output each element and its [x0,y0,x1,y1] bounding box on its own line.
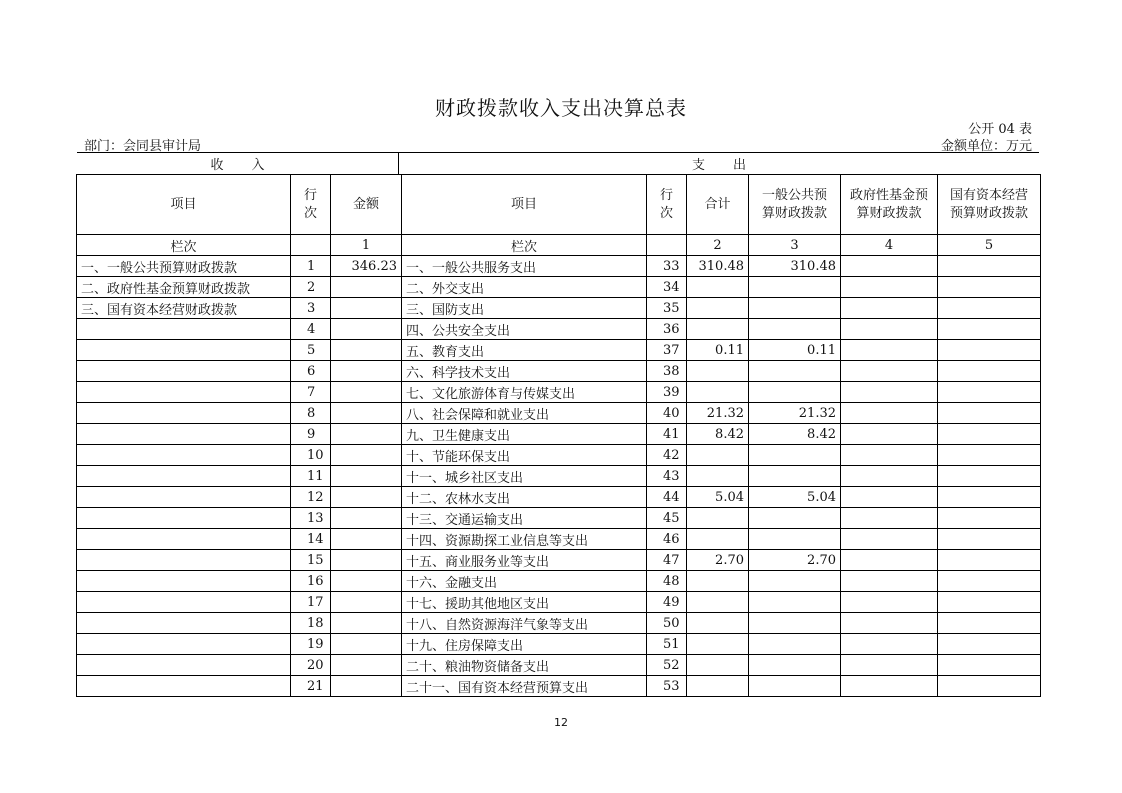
expense-item-cell: 九、卫生健康支出 [402,424,647,445]
gov-fund-cell [841,487,938,508]
gov-fund-cell [841,319,938,340]
income-amount-cell [331,403,402,424]
general-budget-cell [749,361,841,382]
total-cell [687,298,749,319]
expense-item-cell: 二十一、国有资本经营预算支出 [402,676,647,697]
total-cell [687,277,749,298]
income-item-cell [77,508,291,529]
header-state-capital: 国有资本经营预算财政拨款 [938,175,1041,235]
income-amount-cell [331,382,402,403]
income-amount-cell [331,487,402,508]
expense-row-no-cell: 36 [647,319,687,340]
income-row-no-cell: 21 [291,676,331,697]
income-row-no-cell: 17 [291,592,331,613]
income-item-cell [77,319,291,340]
total-cell [687,466,749,487]
gov-fund-cell [841,277,938,298]
income-row-no-cell: 8 [291,403,331,424]
table-row [77,445,1041,466]
index-general-budget: 3 [749,235,841,256]
expense-item-cell: 十八、自然资源海洋气象等支出 [402,613,647,634]
header-general-budget: 一般公共预算财政拨款 [749,175,841,235]
state-capital-cell [938,592,1041,613]
expense-row-no-cell: 51 [647,634,687,655]
expense-row-no-cell: 52 [647,655,687,676]
state-capital-cell [938,445,1041,466]
income-item-cell [77,466,291,487]
index-expense-row-no [647,235,687,256]
index-gov-fund: 4 [841,235,938,256]
state-capital-cell [938,340,1041,361]
expense-row-no-cell: 53 [647,676,687,697]
income-row-no-cell: 19 [291,634,331,655]
income-item-cell [77,571,291,592]
income-amount-cell [331,529,402,550]
income-row-no-cell: 14 [291,529,331,550]
table-row [77,508,1041,529]
section-expense-label: 支出 [691,158,774,173]
total-cell [687,655,749,676]
income-amount-cell [331,550,402,571]
general-budget-cell [749,634,841,655]
gov-fund-cell [841,529,938,550]
table-row [77,319,1041,340]
expense-row-no-cell: 43 [647,466,687,487]
income-item-cell [77,592,291,613]
form-number: 公开 04 表 [968,122,1032,137]
expense-item-cell: 十二、农林水支出 [402,487,647,508]
general-budget-cell [749,298,841,319]
state-capital-cell [938,277,1041,298]
state-capital-cell [938,319,1041,340]
income-row-no-cell: 6 [291,361,331,382]
general-budget-cell: 0.11 [749,340,841,361]
index-income-item: 栏次 [77,235,291,256]
gov-fund-cell [841,655,938,676]
income-item-cell [77,445,291,466]
gov-fund-cell [841,508,938,529]
income-item-cell [77,634,291,655]
expense-item-cell: 十六、金融支出 [402,571,647,592]
general-budget-cell [749,445,841,466]
table-row [77,613,1041,634]
table-row [77,529,1041,550]
page-number: 12 [554,716,568,729]
total-cell: 21.32 [687,403,749,424]
income-item-cell [77,529,291,550]
index-income-amount: 1 [331,235,402,256]
expense-row-no-cell: 35 [647,298,687,319]
expense-item-cell: 十七、援助其他地区支出 [402,592,647,613]
income-row-no-cell: 4 [291,319,331,340]
income-amount-cell [331,445,402,466]
expense-item-cell: 七、文化旅游体育与传媒支出 [402,382,647,403]
state-capital-cell [938,655,1041,676]
expense-row-no-cell: 47 [647,550,687,571]
expense-row-no-cell: 39 [647,382,687,403]
table-row [77,487,1041,508]
table-row [77,382,1041,403]
header-income-row-no: 行次 [291,175,331,235]
expense-row-no-cell: 37 [647,340,687,361]
table-row [77,256,1041,277]
income-item-cell: 一、一般公共预算财政拨款 [77,256,291,277]
table-row [77,277,1041,298]
header-gov-fund: 政府性基金预算财政拨款 [841,175,938,235]
income-amount-cell [331,571,402,592]
state-capital-cell [938,529,1041,550]
income-amount-cell [331,508,402,529]
total-cell: 5.04 [687,487,749,508]
general-budget-cell: 310.48 [749,256,841,277]
table-row [77,340,1041,361]
expense-item-cell: 八、社会保障和就业支出 [402,403,647,424]
income-amount-cell [331,277,402,298]
general-budget-cell [749,319,841,340]
gov-fund-cell [841,424,938,445]
income-row-no-cell: 12 [291,487,331,508]
table-row [77,361,1041,382]
general-budget-cell [749,655,841,676]
total-cell [687,634,749,655]
income-row-no-cell: 2 [291,277,331,298]
income-item-cell: 二、政府性基金预算财政拨款 [77,277,291,298]
total-cell [687,592,749,613]
expense-row-no-cell: 33 [647,256,687,277]
state-capital-cell [938,676,1041,697]
expense-row-no-cell: 50 [647,613,687,634]
gov-fund-cell [841,613,938,634]
income-item-cell [77,340,291,361]
income-item-cell [77,655,291,676]
income-row-no-cell: 16 [291,571,331,592]
expense-row-no-cell: 44 [647,487,687,508]
general-budget-cell [749,592,841,613]
amount-unit-label: 金额单位：万元 [940,139,1032,154]
gov-fund-cell [841,256,938,277]
general-budget-cell [749,613,841,634]
expense-item-cell: 十五、商业服务业等支出 [402,550,647,571]
table-row [77,424,1041,445]
state-capital-cell [938,613,1041,634]
header-expense-item: 项目 [402,175,647,235]
general-budget-cell: 5.04 [749,487,841,508]
total-cell [687,361,749,382]
table-header-row [77,175,1041,235]
income-item-cell [77,550,291,571]
expense-row-no-cell: 46 [647,529,687,550]
state-capital-cell [938,571,1041,592]
expense-row-no-cell: 49 [647,592,687,613]
state-capital-cell [938,382,1041,403]
state-capital-cell [938,508,1041,529]
income-row-no-cell: 10 [291,445,331,466]
section-income-label: 收入 [77,153,399,174]
header-income-item: 项目 [77,175,291,235]
general-budget-cell: 8.42 [749,424,841,445]
income-row-no-cell: 5 [291,340,331,361]
general-budget-cell [749,277,841,298]
gov-fund-cell [841,676,938,697]
state-capital-cell [938,466,1041,487]
state-capital-cell [938,256,1041,277]
income-item-cell [77,361,291,382]
total-cell: 310.48 [687,256,749,277]
income-row-no-cell: 13 [291,508,331,529]
gov-fund-cell [841,634,938,655]
expense-row-no-cell: 42 [647,445,687,466]
income-row-no-cell: 1 [291,256,331,277]
total-cell [687,508,749,529]
header-expense-row-no: 行次 [647,175,687,235]
gov-fund-cell [841,340,938,361]
index-total: 2 [687,235,749,256]
table-row [77,298,1041,319]
index-expense-item: 栏次 [402,235,647,256]
expense-row-no-cell: 38 [647,361,687,382]
income-row-no-cell: 18 [291,613,331,634]
gov-fund-cell [841,445,938,466]
expense-row-no-cell: 40 [647,403,687,424]
general-budget-cell [749,529,841,550]
expense-item-cell: 二十、粮油物资储备支出 [402,655,647,676]
section-header-row [77,152,1039,175]
header-income-amount: 金额 [331,175,402,235]
income-item-cell [77,403,291,424]
table-row [77,571,1041,592]
state-capital-cell [938,298,1041,319]
state-capital-cell [938,361,1041,382]
expense-item-cell: 十三、交通运输支出 [402,508,647,529]
gov-fund-cell [841,466,938,487]
state-capital-cell [938,487,1041,508]
income-amount-cell: 346.23 [331,256,402,277]
gov-fund-cell [841,592,938,613]
income-amount-cell [331,655,402,676]
expense-item-cell: 十、节能环保支出 [402,445,647,466]
income-row-no-cell: 3 [291,298,331,319]
income-amount-cell [331,340,402,361]
general-budget-cell [749,466,841,487]
state-capital-cell [938,634,1041,655]
column-index-row [77,235,1041,256]
total-cell [687,382,749,403]
gov-fund-cell [841,550,938,571]
general-budget-cell: 2.70 [749,550,841,571]
gov-fund-cell [841,382,938,403]
expense-item-cell: 十一、城乡社区支出 [402,466,647,487]
expense-item-cell: 六、科学技术支出 [402,361,647,382]
general-budget-cell [749,508,841,529]
income-row-no-cell: 15 [291,550,331,571]
general-budget-cell [749,571,841,592]
department-label: 部门：会同县审计局 [84,139,202,154]
general-budget-cell [749,382,841,403]
expense-row-no-cell: 45 [647,508,687,529]
expense-item-cell: 十四、资源勘探工业信息等支出 [402,529,647,550]
income-item-cell [77,613,291,634]
income-item-cell: 三、国有资本经营财政拨款 [77,298,291,319]
table-row [77,466,1041,487]
income-item-cell [77,487,291,508]
expense-item-cell: 三、国防支出 [402,298,647,319]
index-state-capital: 5 [938,235,1041,256]
table-row [77,655,1041,676]
expense-row-no-cell: 41 [647,424,687,445]
total-cell [687,571,749,592]
general-budget-cell: 21.32 [749,403,841,424]
header-total: 合计 [687,175,749,235]
income-row-no-cell: 7 [291,382,331,403]
total-cell: 0.11 [687,340,749,361]
income-amount-cell [331,676,402,697]
expense-item-cell: 四、公共安全支出 [402,319,647,340]
income-row-no-cell: 11 [291,466,331,487]
expense-row-no-cell: 48 [647,571,687,592]
state-capital-cell [938,550,1041,571]
total-cell [687,319,749,340]
total-cell [687,529,749,550]
income-amount-cell [331,466,402,487]
total-cell: 2.70 [687,550,749,571]
table-row [77,676,1041,697]
income-row-no-cell: 20 [291,655,331,676]
expense-item-cell: 十九、住房保障支出 [402,634,647,655]
total-cell [687,676,749,697]
general-budget-cell [749,676,841,697]
expense-item-cell: 二、外交支出 [402,277,647,298]
index-income-row-no [291,235,331,256]
income-amount-cell [331,592,402,613]
table-row [77,550,1041,571]
state-capital-cell [938,403,1041,424]
gov-fund-cell [841,403,938,424]
income-amount-cell [331,634,402,655]
gov-fund-cell [841,361,938,382]
state-capital-cell [938,424,1041,445]
table-body [77,175,1041,697]
table-row [77,403,1041,424]
income-amount-cell [331,298,402,319]
table-row [77,634,1041,655]
income-amount-cell [331,319,402,340]
income-row-no-cell: 9 [291,424,331,445]
table-row [77,592,1041,613]
income-item-cell [77,382,291,403]
expense-item-cell: 一、一般公共服务支出 [402,256,647,277]
budget-table [76,174,1041,697]
total-cell [687,613,749,634]
gov-fund-cell [841,571,938,592]
gov-fund-cell [841,298,938,319]
income-amount-cell [331,424,402,445]
total-cell [687,445,749,466]
income-amount-cell [331,613,402,634]
page-title: 财政拨款收入支出决算总表 [435,96,687,120]
income-item-cell [77,676,291,697]
expense-row-no-cell: 34 [647,277,687,298]
income-amount-cell [331,361,402,382]
total-cell: 8.42 [687,424,749,445]
expense-item-cell: 五、教育支出 [402,340,647,361]
income-item-cell [77,424,291,445]
